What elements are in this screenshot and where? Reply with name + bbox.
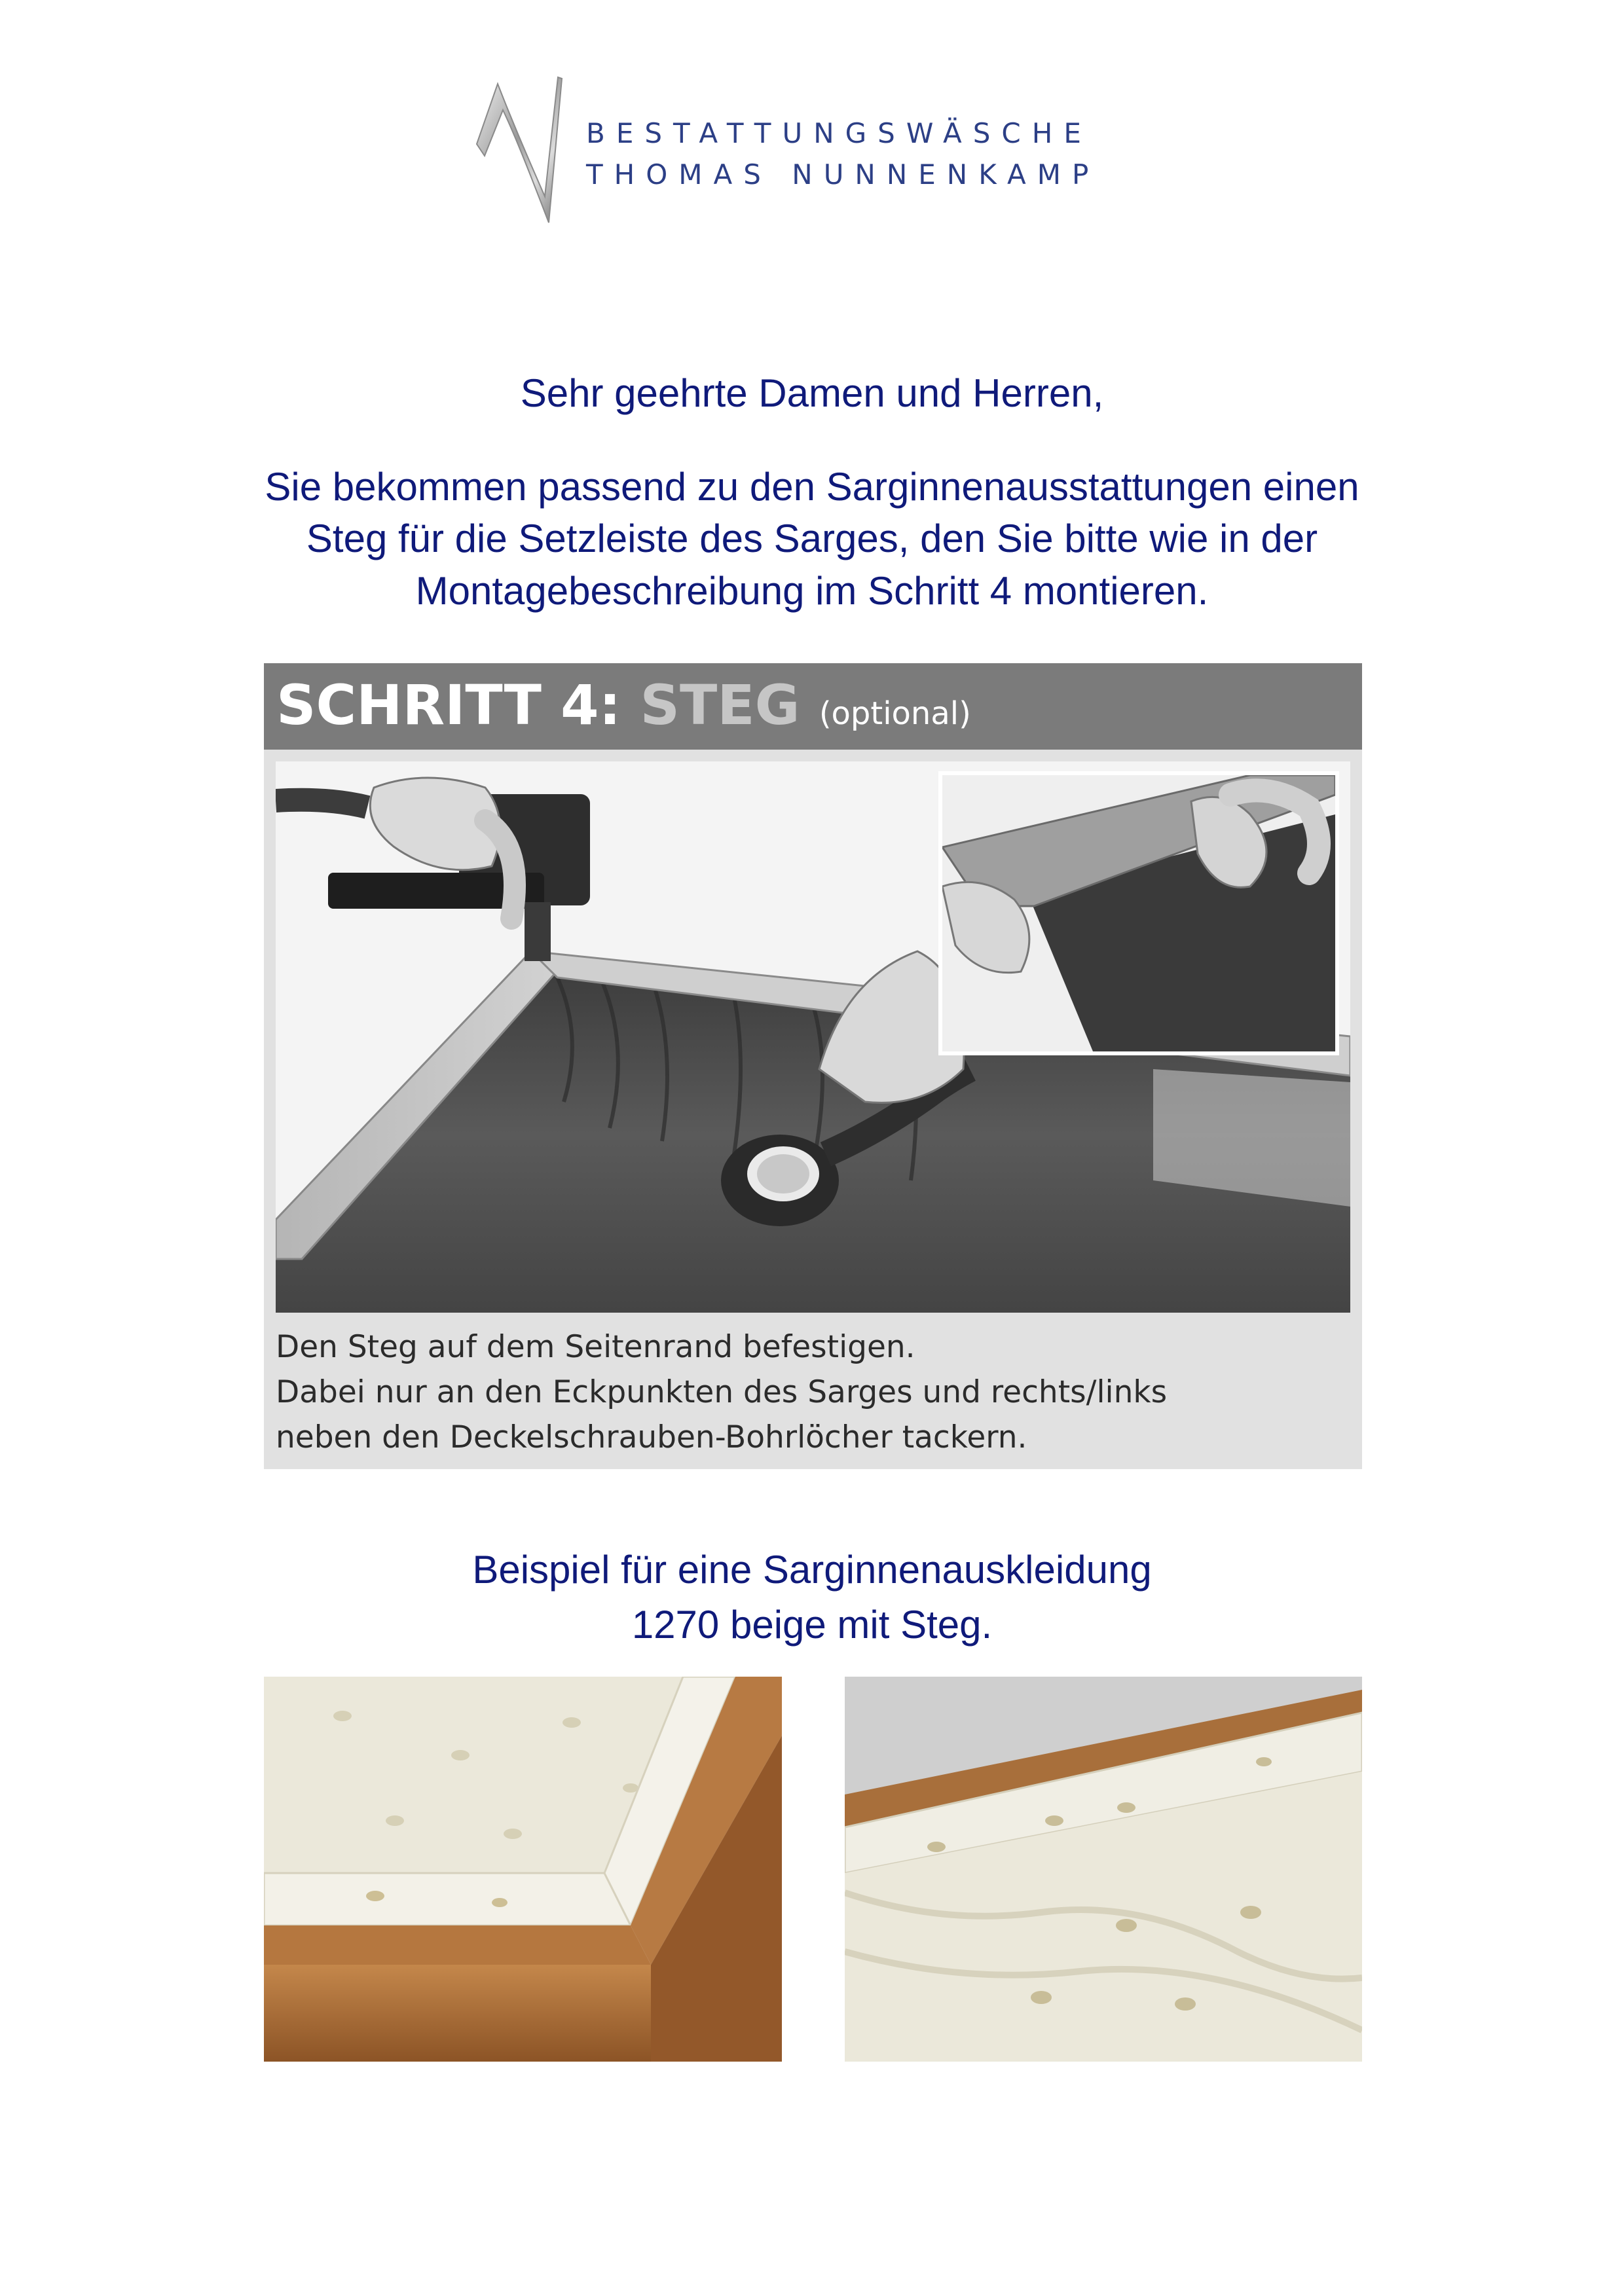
logo-company-line-2: THOMAS NUNNENKAMP (586, 158, 1100, 191)
stylized-n-logo-icon (471, 65, 570, 229)
example-line-1: Beispiel für eine Sarginnenauskleidung (472, 1548, 1152, 1592)
logo-company-line-1: BESTATTUNGSWÄSCHE (586, 117, 1092, 149)
step-optional-note: (optional) (819, 695, 971, 732)
step-label: SCHRITT 4: (276, 673, 621, 737)
step-name: STEG (640, 673, 800, 737)
coffin-lining-corner-photo (264, 1677, 782, 2062)
intro-line-1: Sie bekommen passend zu den Sarginnenausstattungen einen (265, 465, 1359, 509)
intro-line-3: Montagebeschreibung im Schritt 4 montieren. (415, 569, 1209, 613)
step-caption-line-2: Dabei nur an den Eckpunkten des Sarges und rechts/links (276, 1374, 1168, 1410)
step-header (264, 663, 1362, 750)
intro-line-2: Steg für die Setzleiste des Sarges, den Sie bitte wie in der (306, 517, 1318, 560)
step-4-figure (264, 663, 1362, 1469)
step-caption-line-3: neben den Deckelschrauben-Bohrlöcher tackern. (276, 1419, 1027, 1455)
coffin-lining-side-photo (845, 1677, 1362, 2062)
step-caption-line-1: Den Steg auf dem Seitenrand befestigen. (276, 1329, 915, 1365)
example-line-2: 1270 beige mit Steg. (631, 1603, 993, 1647)
fabric-fold-inset-photo (938, 771, 1339, 1055)
greeting: Sehr geehrte Damen und Herren, (520, 371, 1104, 415)
step-title (276, 673, 971, 737)
